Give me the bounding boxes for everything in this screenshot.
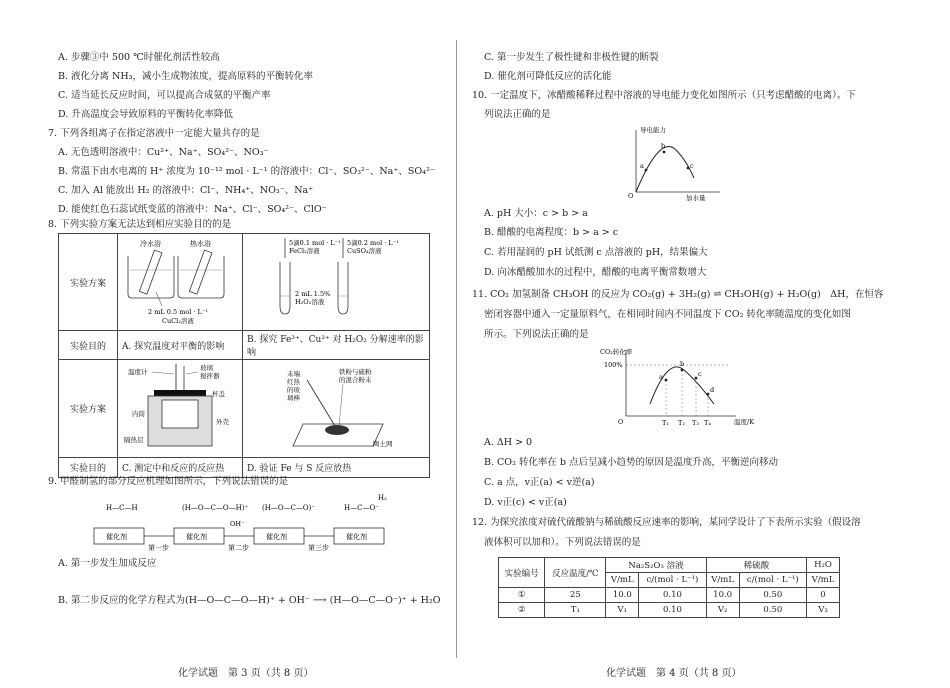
q11-option-a: A. ΔH > 0: [484, 437, 533, 448]
outer-label: 外壳: [216, 418, 229, 426]
rod-label-4: 璃棒: [287, 394, 300, 402]
q7-option-b: B. 常温下由水电离的 H⁺ 浓度为 10⁻¹² mol · L⁻¹ 的溶液中：Cl⁻、SO₃²⁻、Na⁺、SO₄²⁻: [58, 166, 435, 177]
table-row: [499, 603, 840, 618]
q10-option-c: C. 若用湿润的 pH 试纸测 c 点溶液的 pH，结果偏大: [484, 247, 708, 258]
q10-point-b: [663, 151, 666, 154]
solution-label-2: CuCl₂溶液: [162, 317, 194, 325]
q12-r1-c1: ①: [499, 588, 545, 603]
q10-origin: O: [628, 192, 634, 200]
solution-label-1: 2 mL 0.5 mol · L⁻¹: [148, 308, 208, 316]
q8-fig-a: [118, 234, 242, 327]
q10-stem-1: 10. 一定温度下，冰醋酸稀释过程中溶液的导电能力变化如图所示（只考虑醋酸的电离）。下: [472, 90, 856, 101]
glass-rod: [307, 380, 335, 426]
q12-r2-c1: ②: [499, 603, 545, 618]
q12-table: [498, 557, 840, 618]
step3-label: 第三步: [308, 544, 329, 552]
q12-header-temp: 反应温度/℃: [545, 558, 606, 588]
q12-r2-c3: V₁: [606, 603, 639, 618]
catalyst-label-2: 催化剂: [186, 533, 207, 541]
reagent2-a: 5滴0.2 mol · L⁻¹: [347, 239, 399, 247]
q11-x-label: 温度/K: [734, 418, 755, 426]
q12-r1-c4: 0.10: [639, 588, 706, 603]
stirrer-label-2: 搅拌器: [200, 372, 220, 380]
q11-point-c: [695, 377, 698, 380]
q11-label-d: d: [710, 386, 715, 394]
q8-fig-a-cell: [118, 234, 243, 331]
q11-label-a: a: [659, 373, 663, 381]
inner-cup: [162, 400, 198, 428]
q8-purpose-d: D. 验证 Fe 与 S 反应放热: [243, 458, 430, 478]
q9-option-c: C. 第一步发生了极性键和非极性键的断裂: [484, 52, 659, 63]
intermediate-3: H—C—O⁻: [344, 504, 379, 512]
q11-y-label: CO₂转化率: [600, 348, 633, 356]
hydrogen-product: H₂: [378, 494, 387, 502]
catalyst-label-3: 催化剂: [266, 533, 287, 541]
q8-fig-c-cell: [118, 360, 243, 458]
beaker-left: [128, 256, 174, 298]
rod-label-3: 的玻: [287, 386, 300, 394]
h2o2-label-2: H₂O₂溶液: [295, 298, 325, 306]
q11-option-c: C. a 点，v正(a) < v逆(a): [484, 477, 595, 488]
q8-scheme-label-2: 实验方案: [59, 360, 118, 458]
q11-origin: O: [618, 418, 624, 426]
reagent1-a: 5滴0.1 mol · L⁻¹: [289, 239, 341, 247]
reagent1-b: FeCl₃溶液: [289, 247, 320, 255]
q10-point-c: [687, 167, 690, 170]
q11-y-100: 100%: [604, 361, 623, 369]
q12-header-water: H₂O: [807, 558, 840, 573]
step2-label: 第二步: [228, 544, 249, 552]
cold-bath-label: 冷水浴: [140, 240, 161, 248]
step1-label: 第一步: [148, 544, 169, 552]
tube-b-left: [280, 262, 290, 314]
q12-stem-2: 液体积可以加和）。下列说法错误的是: [484, 537, 641, 548]
q7-option-d: D. 能使红色石蕊试纸变蓝的溶液中：Na⁺、Cl⁻、SO₄²⁻、ClO⁻: [58, 204, 327, 215]
test-tube-left: [139, 250, 162, 294]
test-tube-right: [189, 250, 212, 294]
cup-lid: [154, 390, 206, 396]
q8-fig-d: [243, 360, 429, 454]
q12-r1-c6: 0.50: [739, 588, 806, 603]
q10-stem-2: 列说法正确的是: [484, 109, 551, 120]
hot-bath-label: 热水浴: [190, 240, 211, 248]
q11-point-d: [707, 393, 710, 396]
q8-table: [58, 233, 430, 478]
q6-option-b: B. 液化分离 NH₃，减小生成物浓度，提高原料的平衡转化率: [58, 71, 313, 82]
mesh-label: 陶土网: [373, 440, 393, 448]
q6-option-a: A. 步骤③中 500 ℃时催化剂活性较高: [58, 52, 220, 63]
q9-mechanism-diagram: [92, 492, 402, 554]
q12-r2-c7: V₃: [807, 603, 840, 618]
hydroxide-label: OH⁻: [230, 520, 245, 528]
q12-r2-c2: T₁: [545, 603, 606, 618]
q11-option-b: B. CO₂ 转化率在 b 点后呈减小趋势的原因是温度升高，平衡逆向移动: [484, 457, 779, 468]
mixture-label-1: 铁粉与硫粉: [339, 368, 372, 376]
q7-stem: 7. 下列各组离子在指定溶液中一定能大量共存的是: [48, 128, 260, 139]
column-divider: [456, 40, 457, 658]
q8-scheme-label: 实验方案: [59, 234, 118, 331]
q12-stem-1: 12. 为探究浓度对硫代硫酸钠与稀硫酸反应速率的影响，某同学设计了下表所示实验（假设溶: [472, 517, 861, 528]
q11-stem-1: 11. CO₂ 加氢制备 CH₃OH 的反应为 CO₂(g) + 3H₂(g) ⇌ CH₃OH(g) + H₂O(g) ΔH，在恒容: [472, 289, 884, 300]
page-footer-right: 化学试题 第 4 页（共 8 页）: [606, 668, 742, 679]
mixture-label-2: 的混合粉末: [339, 376, 372, 384]
rod-label-1: 末端: [287, 370, 300, 378]
q7-option-a: A. 无色透明溶液中：Cu²⁺、Na⁺、SO₄²⁻、NO₃⁻: [58, 147, 269, 158]
q12-sub-4: c/(mol · L⁻¹): [739, 573, 806, 588]
reagent2-b: CuSO₄溶液: [347, 247, 382, 255]
q10-curve: [636, 147, 694, 192]
q11-stem-3: 所示。下列说法正确的是: [484, 329, 589, 340]
q10-option-d: D. 向冰醋酸加水的过程中，醋酸的电离平衡常数增大: [484, 267, 707, 278]
catalyst-label-4: 催化剂: [346, 533, 367, 541]
q12-header-na: Na₂S₂O₃ 溶液: [606, 558, 706, 573]
q12-header-acid: 稀硫酸: [706, 558, 806, 573]
q7-option-c: C. 加入 Al 能放出 H₂ 的溶液中：Cl⁻、NH₄⁺、NO₃⁻、Na⁺: [58, 185, 314, 196]
q8-fig-c: [118, 360, 242, 454]
table-row: [499, 588, 840, 603]
q10-y-label: 导电能力: [640, 126, 666, 134]
q12-sub-1: V/mL: [606, 573, 639, 588]
q12-r1-c3: 10.0: [606, 588, 639, 603]
q11-tick-t4: T₄: [704, 419, 711, 427]
q8-purpose-c: C. 测定中和反应的反应热: [118, 458, 243, 478]
rod-label-2: 红热: [287, 378, 300, 386]
q8-fig-b: [243, 234, 429, 327]
q8-fig-b-cell: [243, 234, 430, 331]
q10-point-a: [645, 169, 648, 172]
q12-r2-c6: 0.50: [739, 603, 806, 618]
stirrer-label-1: 玻璃: [200, 364, 213, 372]
q10-label-b: b: [661, 142, 666, 150]
q10-option-b: B. 醋酸的电离程度：b > a > c: [484, 227, 619, 238]
q11-label-c: c: [698, 370, 702, 378]
q8-purpose-label-2: 实验目的: [59, 458, 118, 478]
q12-r2-c5: V₂: [706, 603, 739, 618]
q9-stem: 9. 甲醛制氢的部分反应机理如图所示，下列说法错误的是: [48, 476, 289, 487]
q11-tick-t3: T₃: [692, 419, 699, 427]
powder-mixture: [325, 425, 349, 435]
q10-label-c: c: [690, 162, 694, 170]
q6-option-c: C. 适当延长反应时间，可以提高合成氨的平衡产率: [58, 90, 271, 101]
formaldehyde: H—C—H: [106, 504, 138, 512]
q11-stem-2: 密闭容器中通入一定量原料气，在相同时间内不同温度下 CO₂ 转化率随温度的变化如图: [484, 309, 851, 320]
inner-label: 内筒: [132, 410, 145, 418]
q12-r2-c4: 0.10: [639, 603, 706, 618]
lid-label: 杯盖: [212, 390, 225, 398]
q12-sub-2: c/(mol · L⁻¹): [639, 573, 706, 588]
insulation-label: 隔热层: [124, 436, 144, 444]
q6-option-d: D. 升高温度会导致原料的平衡转化率降低: [58, 109, 233, 120]
catalyst-label-1: 催化剂: [106, 533, 127, 541]
q12-r1-c7: 0: [807, 588, 840, 603]
q8-stem: 8. 下列实验方案无法达到相应实验目的的是: [48, 219, 232, 230]
thermometer-label: 温度计: [128, 368, 148, 376]
q12-header-no: 实验编号: [499, 558, 545, 588]
q12-r1-c2: 25: [545, 588, 606, 603]
page-footer-left: 化学试题 第 3 页（共 8 页）: [178, 668, 314, 679]
beaker-right: [178, 256, 224, 298]
tube-b-right: [338, 262, 348, 314]
q11-label-b: b: [680, 360, 685, 368]
q8-purpose-a: A. 探究温度对平衡的影响: [118, 331, 243, 360]
q11-point-a: [665, 379, 668, 382]
q11-option-d: D. v正(c) < v正(a): [484, 497, 567, 508]
intermediate-2: (H—O—C—O)⁻: [262, 504, 316, 512]
q8-purpose-label: 实验目的: [59, 331, 118, 360]
q9-option-a: A. 第一步发生加成反应: [58, 558, 157, 569]
q8-purpose-b: B. 探究 Fe³⁺、Cu²⁺ 对 H₂O₂ 分解速率的影响: [243, 331, 430, 360]
q12-r1-c5: 10.0: [706, 588, 739, 603]
q12-sub-3: V/mL: [706, 573, 739, 588]
q10-conductivity-graph: [620, 124, 730, 202]
q11-tick-t1: T₁: [662, 419, 669, 427]
q9-option-d: D. 催化剂可降低反应的活化能: [484, 71, 612, 82]
q11-tick-t2: T₂: [678, 419, 685, 427]
q10-option-a: A. pH 大小：c > b > a: [484, 208, 588, 219]
q8-fig-d-cell: [243, 360, 430, 458]
h2o2-label-1: 2 mL 1.5%: [295, 290, 331, 298]
q10-x-label: 加水量: [686, 194, 706, 202]
q11-conversion-graph: [598, 344, 758, 430]
q12-sub-5: V/mL: [807, 573, 840, 588]
q10-label-a: a: [640, 162, 644, 170]
intermediate-1: (H—O—C—O—H)⁺: [182, 504, 249, 512]
q9-option-b: B. 第二步反应的化学方程式为(H—O—C—O—H)⁺ + OH⁻ ⟶ (H—O—C—O⁻)⁺ + H₂O: [58, 595, 441, 606]
q11-point-b: [681, 369, 684, 372]
